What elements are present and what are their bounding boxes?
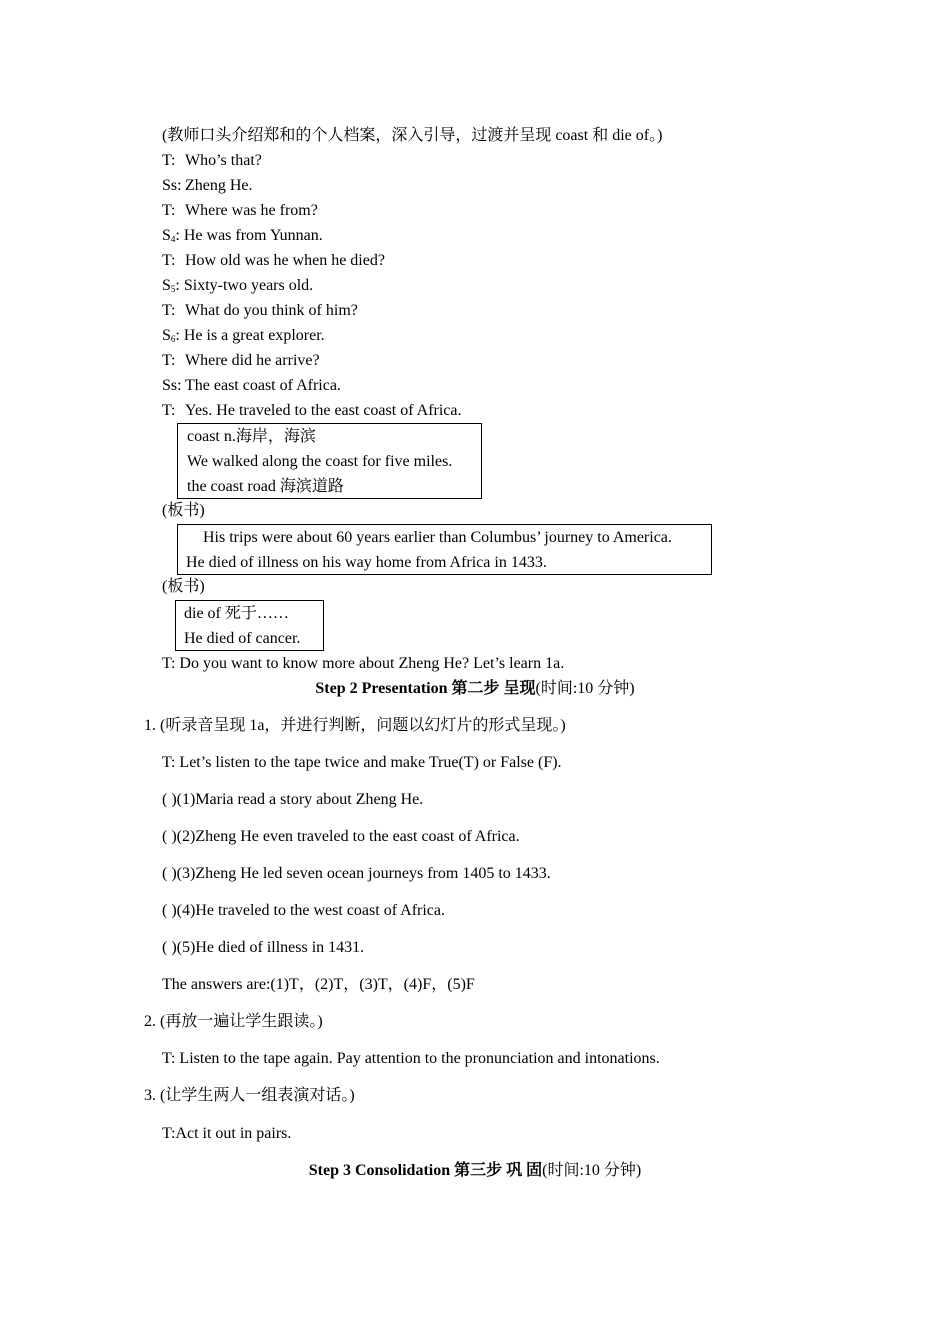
transition-line: T: Do you want to know more about Zheng He? Let’s learn 1a.	[162, 655, 565, 672]
item3-number: 3.	[144, 1087, 156, 1104]
item1-header	[144, 716, 566, 736]
speaker-subscript: 6	[170, 334, 176, 344]
intro-note: (教师口头介绍郑和的个人档案，深入引导，过渡并呈现 coast 和 die of。)	[162, 127, 663, 144]
box-coast-line: We walked along the coast for five miles.	[187, 453, 453, 470]
dialogue-line	[162, 226, 323, 246]
item2-number: 2.	[144, 1013, 156, 1030]
dialogue-text: Zheng He.	[185, 177, 253, 194]
item3-note: (让学生两人一组表演对话。)	[160, 1087, 355, 1104]
board-label: (板书)	[162, 578, 205, 595]
box-die-of	[175, 600, 324, 651]
dialogue-speaker: Ss:	[162, 377, 182, 394]
question: ( )(5)He died of illness in 1431.	[162, 939, 365, 956]
dialogue-speaker: Ss:	[162, 177, 182, 194]
dialogue-text: How old was he when he died?	[185, 252, 385, 269]
dialogue-text: : Sixty-two years old.	[175, 277, 314, 294]
dialogue-line	[162, 201, 318, 221]
answers: The answers are:(1)T，(2)T，(3)T，(4)F，(5)F	[162, 976, 475, 993]
item2-instruction: T: Listen to the tape again. Pay attention to the pronunciation and intonations.	[162, 1050, 660, 1067]
item3-instruction: T:Act it out in pairs.	[162, 1125, 292, 1142]
box-die-of-line: die of 死于……	[184, 605, 289, 622]
dialogue-line	[162, 301, 358, 321]
step2-time: (时间:10 分钟)	[535, 680, 635, 697]
box-trips-line: He died of illness on his way home from Africa in 1433.	[186, 554, 547, 571]
dialogue-line	[162, 351, 320, 371]
box-trips	[177, 524, 712, 575]
dialogue-text: : He is a great explorer.	[175, 327, 325, 344]
item1-note: (听录音呈现 1a，并进行判断，问题以幻灯片的形式呈现。)	[160, 717, 566, 734]
speaker-subscript: 4	[170, 234, 176, 244]
dialogue-line	[162, 326, 325, 346]
box-trips-line: His trips were about 60 years earlier than Columbus’ journey to America.	[203, 529, 672, 546]
dialogue-speaker: T:	[162, 352, 176, 369]
speaker-subscript: 5	[170, 284, 176, 294]
question: ( )(2)Zheng He even traveled to the east coast of Africa.	[162, 828, 520, 845]
step2-title: Step 2 Presentation 第二步 呈现	[315, 680, 536, 697]
box-coast-line: the coast road 海滨道路	[187, 478, 344, 495]
question: ( )(4)He traveled to the west coast of Africa.	[162, 902, 445, 919]
dialogue-text: What do you think of him?	[185, 302, 358, 319]
step3-heading	[0, 1161, 950, 1181]
step3-title: Step 3 Consolidation 第三步 巩 固	[308, 1162, 543, 1179]
item3-header	[144, 1086, 355, 1106]
dialogue-line	[162, 151, 262, 171]
item2-header	[144, 1012, 323, 1032]
dialogue-text: Where was he from?	[185, 202, 318, 219]
dialogue-text: The east coast of Africa.	[185, 377, 341, 394]
dialogue-line	[162, 376, 341, 396]
dialogue-speaker: S	[162, 327, 171, 344]
dialogue-speaker: T:	[162, 152, 176, 169]
box-coast-line: coast n.海岸，海滨	[187, 428, 316, 445]
dialogue-line	[162, 176, 253, 196]
dialogue-speaker: T:	[162, 302, 176, 319]
question: ( )(3)Zheng He led seven ocean journeys from 1405 to 1433.	[162, 865, 551, 882]
board-label: (板书)	[162, 502, 205, 519]
dialogue-speaker: S	[162, 227, 171, 244]
box-die-of-line: He died of cancer.	[184, 630, 301, 647]
item1-number: 1.	[144, 717, 156, 734]
question: ( )(1)Maria read a story about Zheng He.	[162, 791, 424, 808]
dialogue-speaker: T:	[162, 402, 176, 419]
dialogue-text: Where did he arrive?	[185, 352, 320, 369]
item1-instruction: T: Let’s listen to the tape twice and make True(T) or False (F).	[162, 754, 562, 771]
dialogue-line	[162, 251, 385, 271]
dialogue-text: : He was from Yunnan.	[175, 227, 323, 244]
box-coast	[177, 423, 482, 499]
dialogue-text: Yes. He traveled to the east coast of Africa.	[185, 402, 462, 419]
step3-time: (时间:10 分钟)	[542, 1162, 642, 1179]
dialogue-line	[162, 276, 313, 296]
dialogue-speaker: T:	[162, 202, 176, 219]
dialogue-line	[162, 401, 462, 421]
item2-note: (再放一遍让学生跟读。)	[160, 1013, 323, 1030]
dialogue-speaker: S	[162, 277, 171, 294]
step2-heading	[0, 679, 950, 699]
dialogue-speaker: T:	[162, 252, 176, 269]
dialogue-text: Who’s that?	[185, 152, 262, 169]
